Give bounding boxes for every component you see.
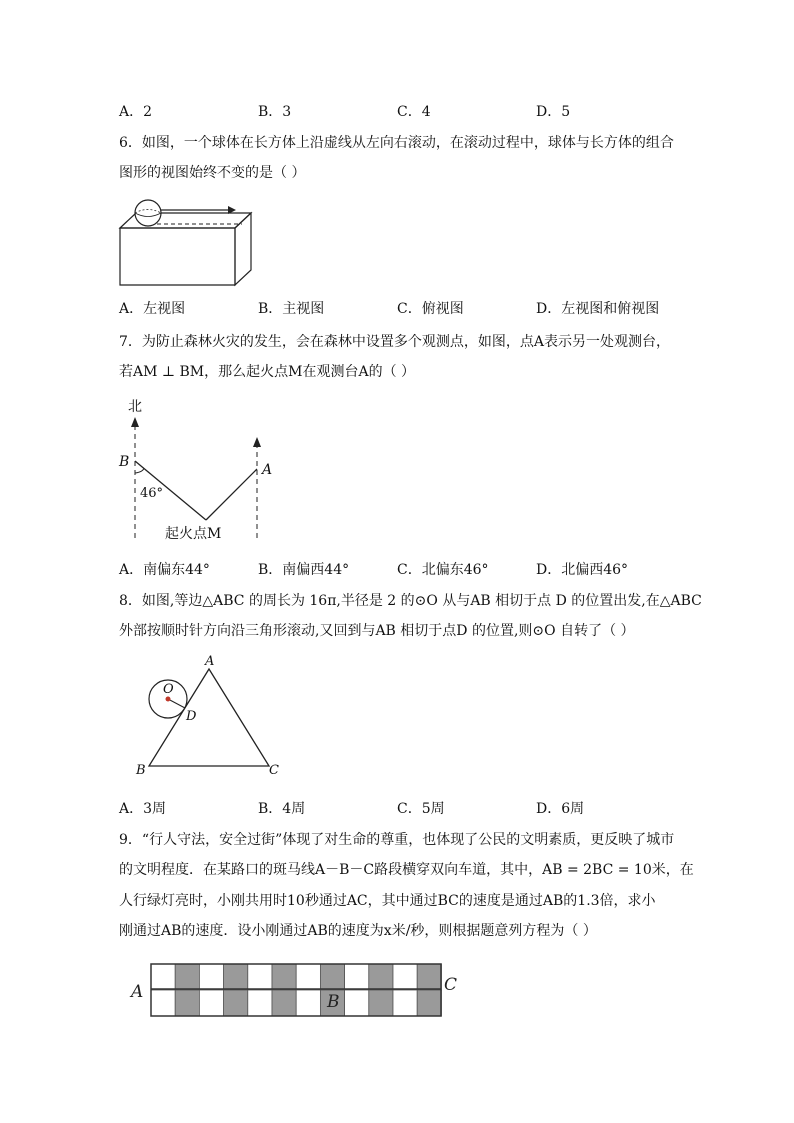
q8-option-b[interactable]: B．4周 — [258, 801, 306, 817]
crosswalk-cell — [393, 990, 417, 1016]
q7-stem-line2: 若AM ⊥ BM，那么起火点M在观测台A的（ ） — [119, 364, 416, 380]
crosswalk-cell — [345, 990, 369, 1016]
crosswalk-cell — [272, 990, 296, 1016]
ball — [135, 200, 161, 226]
crosswalk-cell — [345, 964, 369, 990]
crosswalk-cell — [417, 964, 441, 990]
crosswalk-cell — [296, 964, 320, 990]
q8-option-a[interactable]: A．3周 — [119, 801, 167, 817]
radius-od — [168, 699, 185, 708]
crosswalk-cell — [175, 964, 199, 990]
segment-am — [206, 469, 257, 520]
crosswalk-cell — [151, 964, 175, 990]
q6-option-d[interactable]: D．左视图和俯视图 — [536, 301, 660, 317]
q7-figure-bearing — [112, 393, 282, 543]
angle-arc — [135, 468, 144, 473]
north-label: 北 — [128, 399, 142, 415]
crosswalk-cell — [272, 964, 296, 990]
q8-options — [119, 799, 679, 819]
q6-option-a[interactable]: A．左视图 — [119, 301, 186, 317]
label-b: B — [136, 763, 146, 778]
q5-option-c[interactable]: C．4 — [397, 104, 431, 120]
center-o-dot — [166, 697, 171, 702]
q9-stem-line3: 人行绿灯亮时，小刚共用时10秒通过AC，其中通过BC的速度是通过AB的1.3倍，求小 — [119, 893, 656, 909]
box-front-face — [120, 228, 235, 285]
crosswalk-cell — [151, 990, 175, 1016]
label-b: B — [119, 454, 130, 470]
crosswalk-cell — [175, 990, 199, 1016]
q8-option-c[interactable]: C．5周 — [397, 801, 445, 817]
label-b: B — [327, 992, 340, 1012]
q5-option-d[interactable]: D．5 — [536, 104, 571, 120]
crosswalk-cell — [224, 990, 248, 1016]
crosswalk-cells — [151, 964, 441, 1016]
q6-stem-line1: 6．如图，一个球体在长方体上沿虚线从左向右滚动，在滚动过程中，球体与长方体的组合 — [119, 135, 674, 151]
label-a: A — [131, 982, 144, 1002]
fire-point-label: 起火点M — [165, 526, 222, 542]
q5-option-a[interactable]: A．2 — [119, 104, 153, 120]
q5-options — [119, 102, 679, 122]
crosswalk-cell — [248, 990, 272, 1016]
label-a: A — [262, 462, 273, 478]
q7-stem-line1: 7．为防止森林火灾的发生，会在森林中设置多个观测点，如图，点A表示另一处观测台， — [119, 334, 671, 350]
label-a: A — [205, 654, 215, 669]
q7-option-c[interactable]: C．北偏东46° — [397, 562, 489, 578]
crosswalk-cell — [224, 964, 248, 990]
crosswalk-cell — [296, 990, 320, 1016]
q6-option-b[interactable]: B．主视图 — [258, 301, 325, 317]
crosswalk-cell — [369, 990, 393, 1016]
label-c: C — [444, 975, 458, 995]
label-c: C — [269, 763, 279, 778]
q8-option-d[interactable]: D．6周 — [536, 801, 585, 817]
crosswalk-cell — [417, 990, 441, 1016]
crosswalk-cell — [320, 964, 344, 990]
label-o: O — [163, 682, 174, 697]
q6-figure-ball-on-box — [116, 196, 256, 288]
q9-stem-line1: 9．“行人守法，安全过街”体现了对生命的尊重，也体现了公民的文明素质，更反映了城市 — [119, 832, 675, 848]
crosswalk-cell — [248, 964, 272, 990]
q7-option-d[interactable]: D．北偏西46° — [536, 562, 629, 578]
q7-option-a[interactable]: A．南偏东44° — [119, 562, 210, 578]
q9-figure-crosswalk — [128, 960, 468, 1020]
crosswalk-cell — [393, 964, 417, 990]
q9-stem-line4: 刚通过AB的速度．设小刚通过AB的速度为x米/秒，则根据题意列方程为（ ） — [119, 923, 597, 939]
q8-stem-line2: 外部按顺时针方向沿三角形滚动,又回到与AB 相切于点D 的位置,则⊙O 自转了（ ） — [119, 623, 635, 639]
crosswalk-cell — [369, 964, 393, 990]
q5-option-b[interactable]: B．3 — [258, 104, 292, 120]
q9-stem-line2: 的文明程度．在某路口的斑马线A－B－C路段横穿双向车道，其中，AB = 2BC = 10米，在 — [119, 862, 694, 878]
q6-stem-line2: 图形的视图始终不变的是（ ） — [119, 165, 306, 181]
crosswalk-cell — [199, 990, 223, 1016]
crosswalk-cell — [199, 964, 223, 990]
q7-options — [119, 560, 679, 580]
q6-option-c[interactable]: C．俯视图 — [397, 301, 464, 317]
q6-options — [119, 299, 679, 319]
angle-label: 46° — [140, 486, 164, 501]
q8-stem-line1: 8．如图,等边△ABC 的周长为 16π,半径是 2 的⊙O 从与AB 相切于点 D 的位置出发,在△ABC — [119, 593, 702, 609]
q8-figure-triangle-circle — [132, 653, 292, 778]
q7-option-b[interactable]: B．南偏西44° — [258, 562, 350, 578]
label-d: D — [186, 709, 197, 724]
